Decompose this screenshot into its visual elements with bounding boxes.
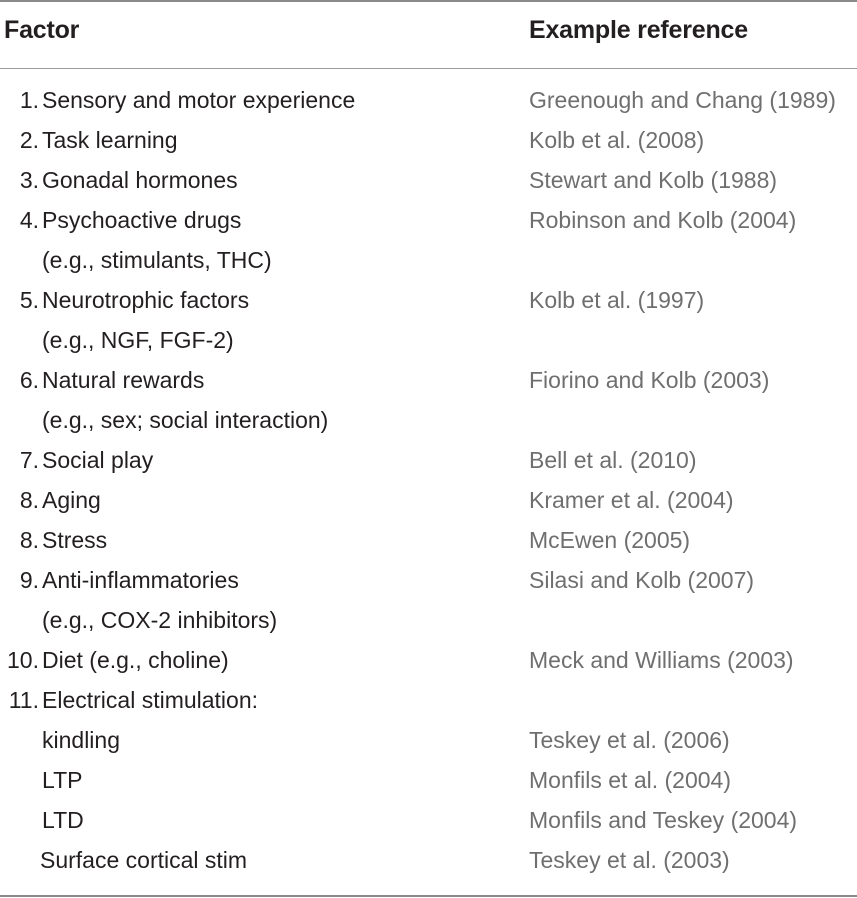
factor-cell: Diet (e.g., choline): [42, 647, 229, 673]
factor-cell: (e.g., stimulants, THC): [42, 247, 272, 273]
factor-cell: Surface cortical stim: [40, 847, 248, 873]
reference-cell: Kolb et al. (1997): [529, 287, 705, 313]
reference-cell: Robinson and Kolb (2004): [529, 207, 797, 233]
factor-cell: Sensory and motor experience: [42, 87, 356, 113]
factor-cell: (e.g., COX-2 inhibitors): [42, 607, 278, 633]
table-row: [0, 400, 857, 440]
factor-cell: LTD: [42, 807, 84, 833]
factor-cell: (e.g., NGF, FGF-2): [42, 327, 234, 353]
table-row: [0, 80, 857, 120]
reference-cell: Greenough and Chang (1989): [529, 87, 836, 113]
row-number: 3.: [19, 167, 39, 193]
row-number: 1.: [19, 87, 39, 113]
row-number: 6.: [19, 367, 39, 393]
factor-cell: Electrical stimulation:: [42, 687, 259, 713]
table-row: [0, 600, 857, 640]
table-row: [0, 120, 857, 160]
table-row: [0, 360, 857, 400]
table-top-rule: [0, 0, 857, 2]
row-number: 9.: [19, 567, 39, 593]
reference-cell: Teskey et al. (2003): [529, 847, 730, 873]
table-row: [0, 560, 857, 600]
row-number: 8.: [19, 527, 39, 553]
row-number: 5.: [19, 287, 39, 313]
table-row: [0, 840, 857, 880]
factor-cell: Anti-inflammatories: [42, 567, 239, 593]
column-header-factor: Factor: [4, 16, 80, 44]
reference-cell: Meck and Williams (2003): [529, 647, 794, 673]
table-row: [0, 440, 857, 480]
factor-cell: Gonadal hormones: [42, 167, 238, 193]
factor-cell: Aging: [42, 487, 101, 513]
table-row: [0, 200, 857, 240]
reference-cell: Monfils et al. (2004): [529, 767, 731, 793]
row-number: 10.: [7, 647, 39, 673]
factor-cell: Task learning: [42, 127, 178, 153]
table-row: [0, 720, 857, 760]
table-row: [0, 800, 857, 840]
reference-cell: Kramer et al. (2004): [529, 487, 734, 513]
table-row: [0, 640, 857, 680]
factor-cell: LTP: [42, 767, 83, 793]
factor-cell: Psychoactive drugs: [42, 207, 242, 233]
table-row: [0, 760, 857, 800]
table-row: [0, 320, 857, 360]
row-number: 2.: [19, 127, 39, 153]
factor-cell: Stress: [42, 527, 108, 553]
factor-cell: (e.g., sex; social interaction): [42, 407, 329, 433]
reference-cell: Stewart and Kolb (1988): [529, 167, 778, 193]
column-header-reference: Example reference: [529, 16, 748, 44]
row-number: 11.: [8, 687, 39, 713]
table-row: [0, 520, 857, 560]
factor-cell: Neurotrophic factors: [42, 287, 250, 313]
factor-cell: Natural rewards: [42, 367, 205, 393]
table-row: [0, 680, 857, 720]
table-row: [0, 240, 857, 280]
row-number: 4.: [19, 207, 39, 233]
reference-cell: Teskey et al. (2006): [529, 727, 730, 753]
factor-cell: Social play: [42, 447, 154, 473]
factor-cell: kindling: [42, 727, 120, 753]
header-separator-rule: [0, 68, 857, 69]
table-row: [0, 280, 857, 320]
row-number: 8.: [19, 487, 39, 513]
row-number: 7.: [19, 447, 39, 473]
table-row: [0, 160, 857, 200]
reference-cell: Silasi and Kolb (2007): [529, 567, 755, 593]
reference-cell: McEwen (2005): [529, 527, 691, 553]
table-row: [0, 480, 857, 520]
reference-cell: Monfils and Teskey (2004): [529, 807, 798, 833]
reference-cell: Bell et al. (2010): [529, 447, 697, 473]
reference-cell: Kolb et al. (2008): [529, 127, 705, 153]
table-bottom-rule: [0, 895, 857, 897]
reference-cell: Fiorino and Kolb (2003): [529, 367, 770, 393]
table-body: [0, 80, 857, 880]
